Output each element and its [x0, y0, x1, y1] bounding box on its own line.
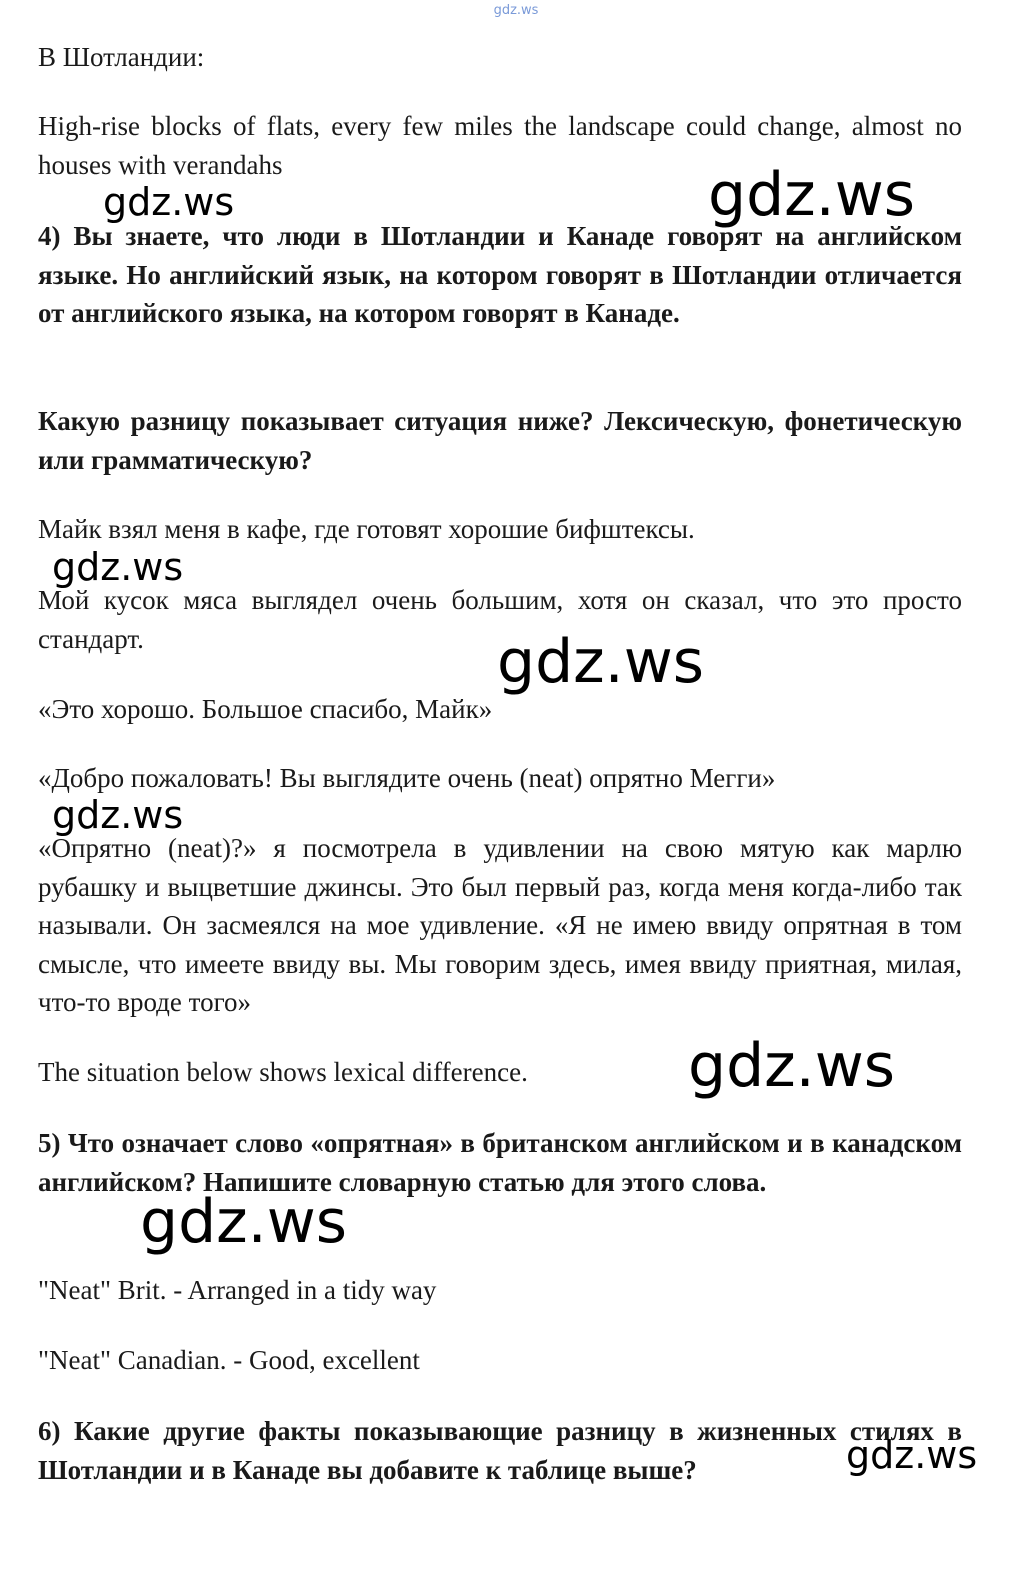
watermark-logo: gdz.ws — [52, 545, 184, 589]
paragraph-scotland-heading: В Шотландии: — [38, 42, 205, 72]
story-line-1: Майк взял меня в кафе, где готовят хорошие бифштексы. — [38, 514, 695, 544]
answer-4: The situation below shows lexical difference. — [38, 1057, 528, 1087]
task-4-subquestion: Какую разницу показывает ситуация ниже? Лексическую, фонетическую или грамматическую? — [38, 406, 962, 475]
watermark-logo: gdz.ws — [103, 180, 235, 224]
answer-5-brit: "Neat" Brit. - Arranged in a tidy way — [38, 1275, 437, 1305]
task-4-question: 4) Вы знаете, что люди в Шотландии и Канаде говорят на английском языке. Но английский язык, на котором говорят в Шотландии отличается от английского языка, на котором говорят в Канаде. — [38, 221, 962, 328]
story-line-3: «Это хорошо. Большое спасибо, Майк» — [38, 694, 493, 724]
watermark-logo: gdz.ws — [52, 793, 184, 837]
story-line-4: «Добро пожаловать! Вы выглядите очень (neat) опрятно Мегги» — [38, 763, 776, 793]
paragraph-scotland-facts: High-rise blocks of flats, every few miles the landscape could change, almost no houses with verandahs — [38, 111, 962, 180]
watermark-logo: gdz.ws — [140, 1187, 348, 1257]
story-line-2: Мой кусок мяса выглядел очень большим, хотя он сказал, что это просто стандарт. — [38, 585, 962, 654]
answer-5-canadian: "Neat" Canadian. - Good, excellent — [38, 1345, 420, 1375]
watermark-logo: gdz.ws — [846, 1433, 978, 1477]
task-5-question: 5) Что означает слово «опрятная» в британском английском и в канадском английском? Напишите словарную статью для этого слова. — [38, 1128, 962, 1197]
watermark-logo: gdz.ws — [708, 160, 916, 230]
story-paragraph: «Опрятно (neat)?» я посмотрела в удивлении на свою мятую как марлю рубашку и выцветшие джинсы. Это был первый раз, когда меня когда-либо так называли. Он засмеялся на мое удивление. «Я не имею ввиду опрятная в том смысле, что имеете ввиду вы. Мы говорим здесь, имея ввиду приятная, милая, что-то вроде того» — [38, 833, 962, 1017]
watermark-logo: gdz.ws — [688, 1031, 896, 1101]
watermark-logo: gdz.ws — [497, 627, 705, 697]
header-watermark: gdz.ws — [493, 3, 539, 18]
task-6-question: 6) Какие другие факты показывающие разницу в жизненных стилях в Шотландии и в Канаде вы добавите к таблице выше? — [38, 1416, 962, 1485]
